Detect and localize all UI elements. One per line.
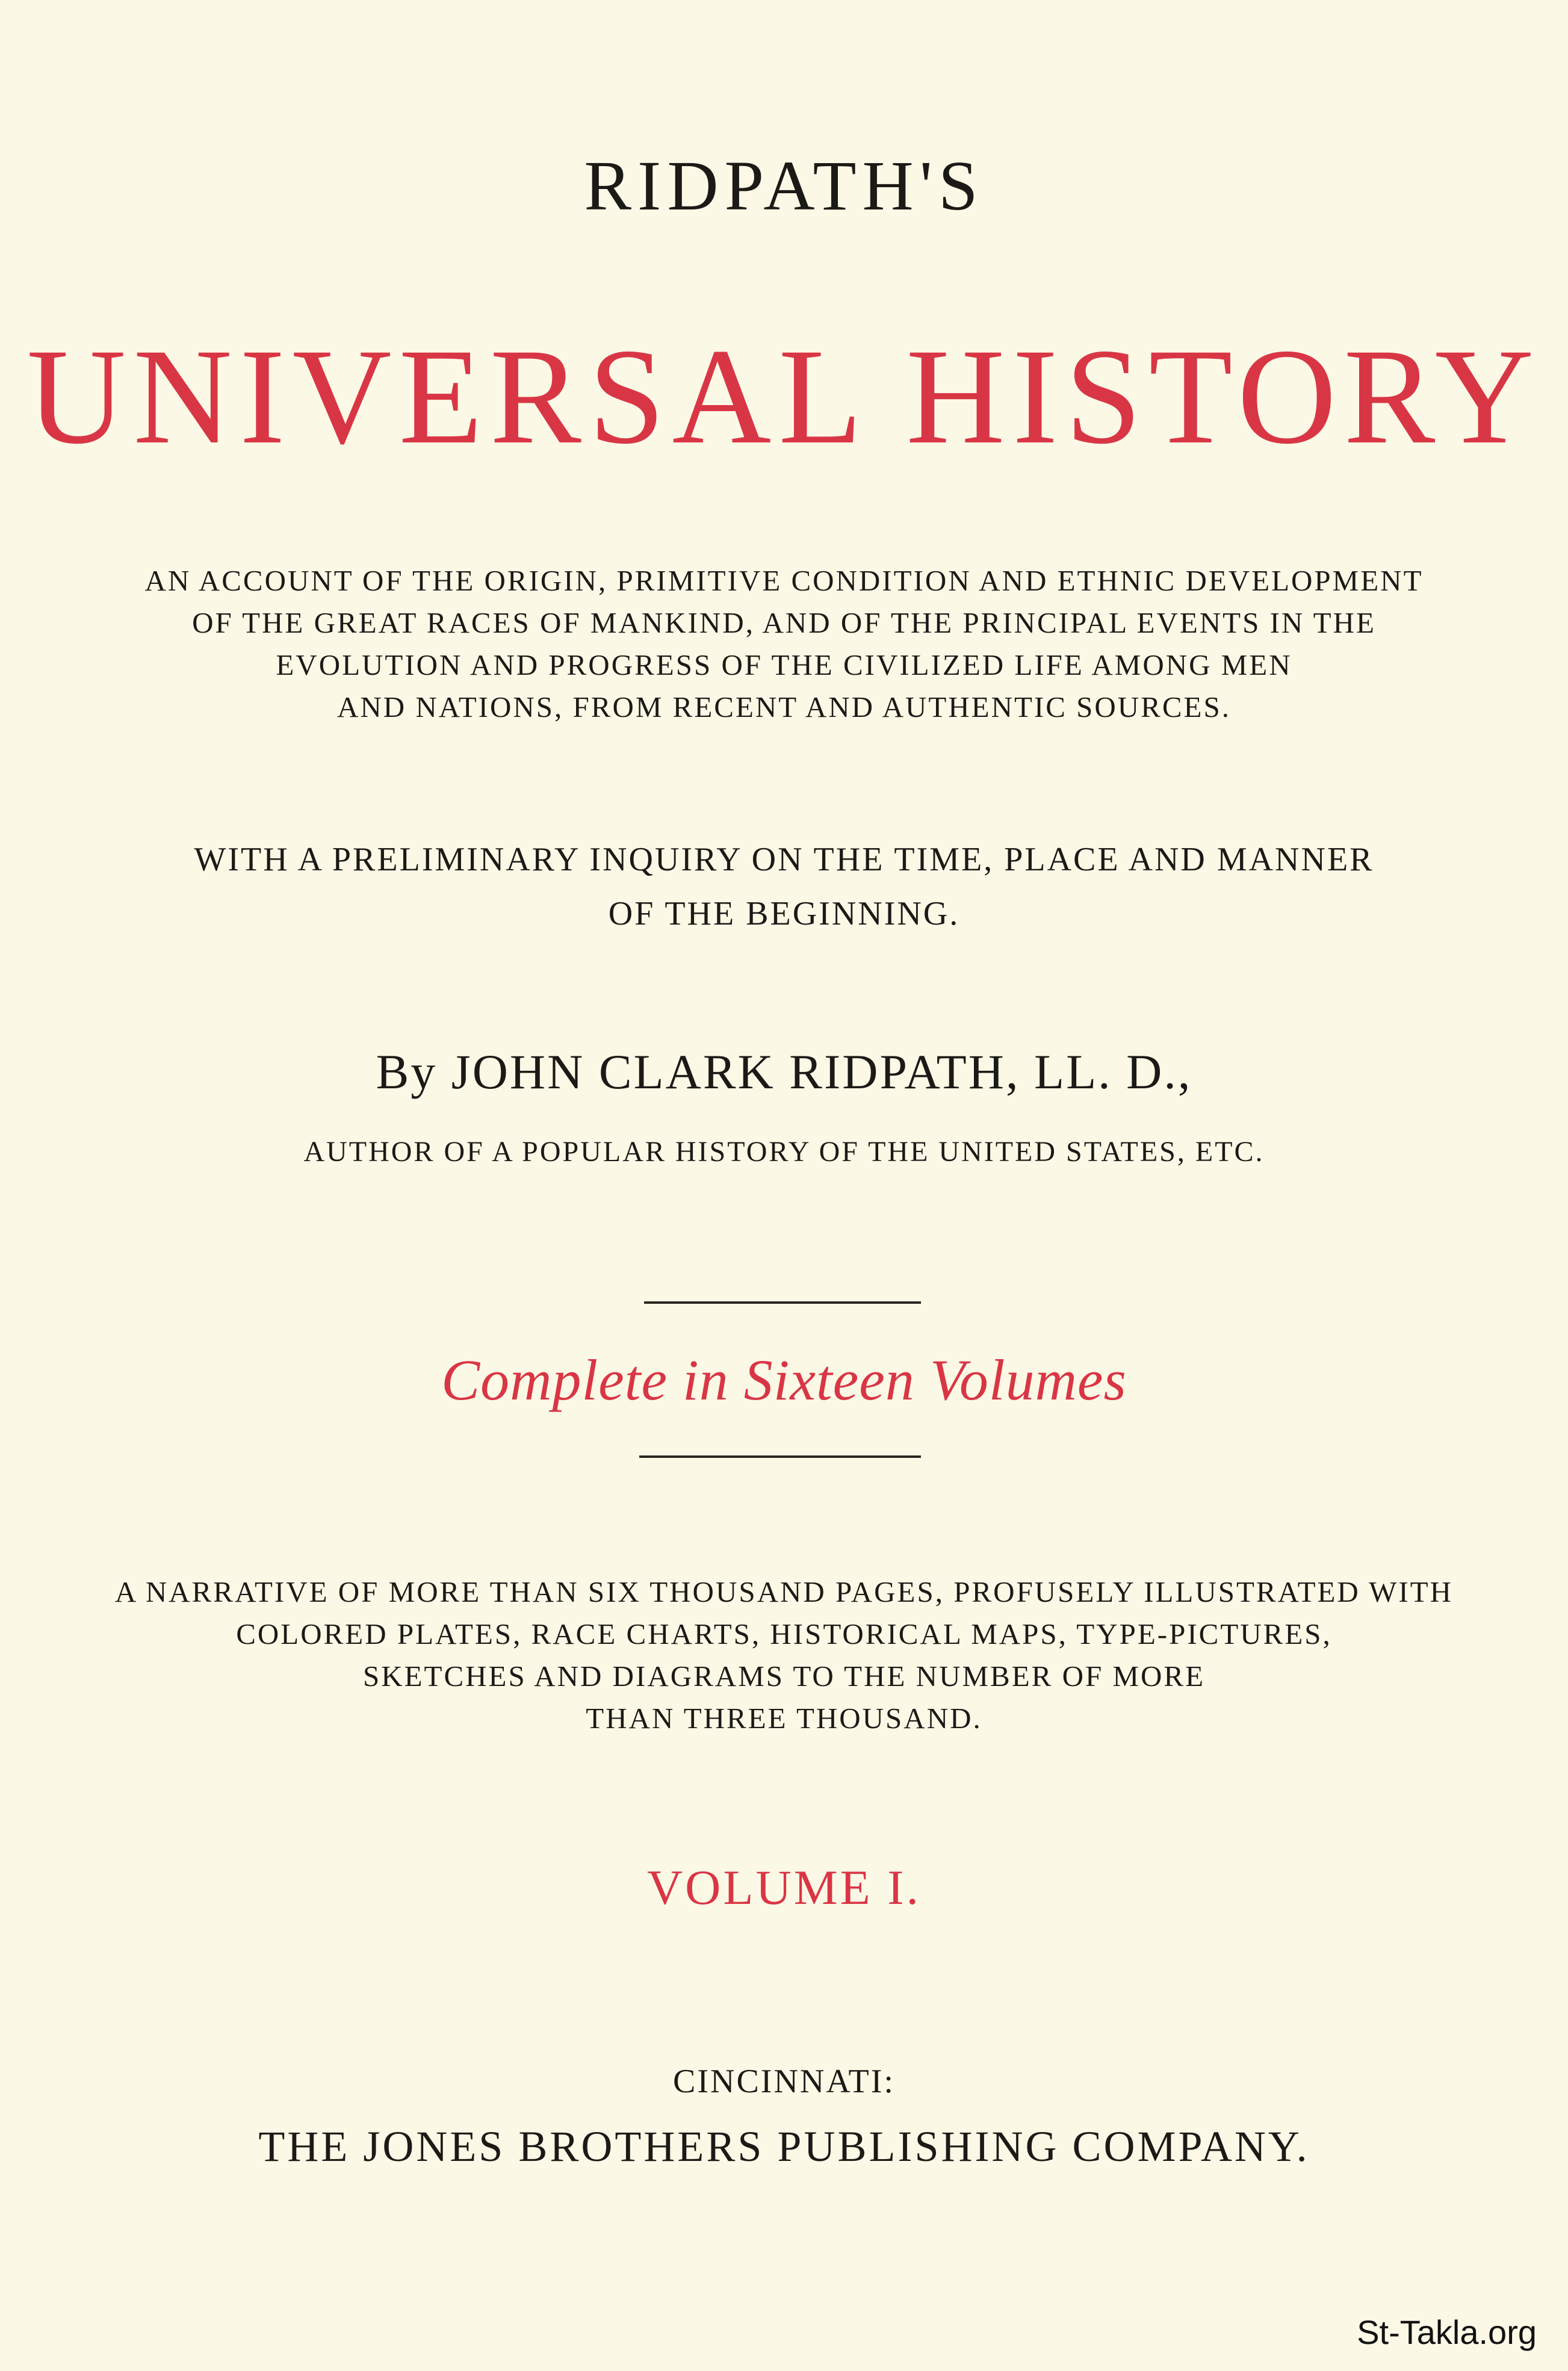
- author-byline: By JOHN CLARK RIDPATH, LL. D.,: [376, 1044, 1192, 1099]
- volumes-note: Complete in Sixteen Volumes: [441, 1348, 1127, 1412]
- narrative-line: COLORED PLATES, RACE CHARTS, HISTORICAL MAPS, TYPE-PICTURES,: [236, 1617, 1332, 1650]
- divider-rule-top: [644, 1301, 921, 1304]
- book-title: UNIVERSAL HISTORY: [26, 321, 1542, 473]
- preliminary-line: OF THE BEGINNING.: [608, 895, 960, 932]
- divider-rule-bottom: [639, 1455, 921, 1458]
- description-line: OF THE GREAT RACES OF MANKIND, AND OF THE PRINCIPAL EVENTS IN THE: [192, 606, 1376, 639]
- preliminary-line: WITH A PRELIMINARY INQUIRY ON THE TIME, PLACE AND MANNER: [194, 841, 1374, 878]
- description-line: AND NATIONS, FROM RECENT AND AUTHENTIC SOURCES.: [337, 690, 1231, 724]
- imprint-city: CINCINNATI:: [673, 2063, 895, 2100]
- header-owner: RIDPATH'S: [584, 146, 984, 225]
- description-line: AN ACCOUNT OF THE ORIGIN, PRIMITIVE CONDITION AND ETHNIC DEVELOPMENT: [144, 564, 1424, 597]
- description-line: EVOLUTION AND PROGRESS OF THE CIVILIZED LIFE AMONG MEN: [276, 648, 1292, 681]
- author-note: AUTHOR OF A POPULAR HISTORY OF THE UNITED STATES, ETC.: [303, 1136, 1265, 1168]
- imprint-publisher: THE JONES BROTHERS PUBLISHING COMPANY.: [258, 2122, 1310, 2171]
- narrative-line: A NARRATIVE OF MORE THAN SIX THOUSAND PAGES, PROFUSELY ILLUSTRATED WITH: [114, 1575, 1454, 1608]
- volume-number: VOLUME I.: [646, 1860, 922, 1915]
- narrative-line: THAN THREE THOUSAND.: [586, 1702, 982, 1735]
- watermark: St-Takla.org: [1357, 2313, 1537, 2351]
- narrative-line: SKETCHES AND DIAGRAMS TO THE NUMBER OF MORE: [362, 1660, 1206, 1693]
